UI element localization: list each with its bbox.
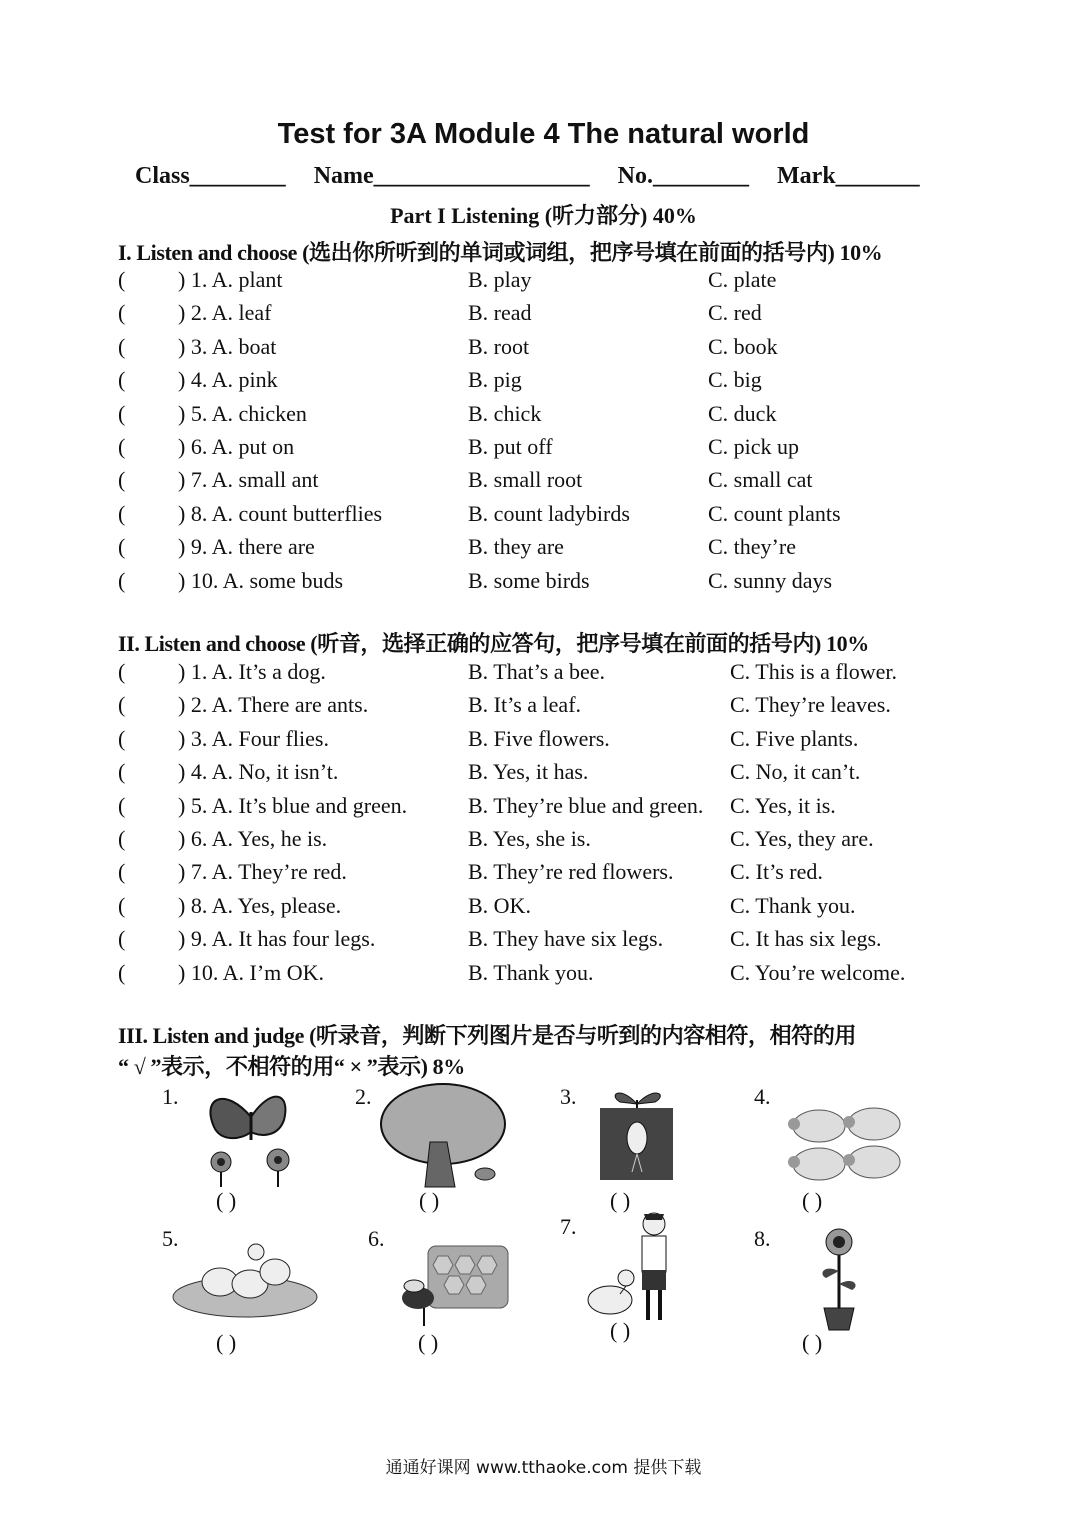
picture-number: 4.: [754, 1084, 771, 1109]
picture-number: 2.: [355, 1084, 372, 1109]
option-c: C. Five plants.: [730, 725, 859, 751]
option-a: ) 3. A. boat: [178, 333, 277, 359]
option-c: C. Yes, they are.: [730, 825, 874, 851]
option-b: B. play: [468, 267, 532, 292]
option-b: B. Yes, she is.: [468, 825, 591, 851]
boy-duck-icon: [584, 1210, 684, 1328]
option-b: B. Yes, it has.: [468, 759, 589, 785]
option-b: B. read: [468, 300, 532, 326]
option-a: ) 8. A. Yes, please.: [178, 892, 342, 918]
option-b: B. put off: [468, 433, 553, 459]
picture-item-8: [754, 1222, 914, 1362]
option-c: C. They’re leaves.: [730, 692, 891, 718]
option-c: C. duck: [708, 400, 777, 426]
option-a: ) 1. A. plant: [178, 267, 283, 292]
picture-number: 7.: [560, 1214, 577, 1239]
tree-bird-icon: [375, 1082, 515, 1192]
option-b: B. They’re blue and green.: [468, 792, 704, 818]
option-b: B. It’s a leaf.: [468, 692, 582, 718]
option-b: B. root: [468, 333, 530, 359]
answer-bracket[interactable]: (: [118, 692, 126, 718]
footer-credit: 通通好课网 www.tthaoke.com 提供下载: [385, 1458, 702, 1478]
section-3-subtitle: “ √ ”表示，不相符的用“ × ”表示) 8%: [118, 1054, 465, 1079]
chicks-nest-icon: [170, 1242, 320, 1322]
option-b: B. They have six legs.: [468, 926, 664, 952]
option-a: ) 7. A. They’re red.: [178, 859, 347, 885]
picture-grid: [0, 1080, 1087, 1380]
picture-number: 6.: [368, 1226, 385, 1251]
number-field: No.________: [617, 163, 750, 189]
option-a: ) 7. A. small ant: [178, 467, 319, 493]
answer-bracket[interactable]: (: [118, 892, 126, 918]
answer-blank[interactable]: ( ): [419, 1188, 440, 1213]
student-info-row: [135, 163, 965, 190]
answer-bracket[interactable]: (: [118, 534, 126, 560]
option-c: C. pick up: [708, 433, 800, 459]
option-a: ) 2. A. There are ants.: [178, 692, 369, 718]
answer-bracket[interactable]: (: [118, 500, 126, 526]
answer-bracket[interactable]: (: [118, 926, 126, 952]
answer-bracket[interactable]: (: [118, 725, 126, 751]
option-c: C. Yes, it is.: [730, 792, 836, 818]
option-c: C. This is a flower.: [730, 659, 898, 684]
picture-item-6: [368, 1222, 528, 1362]
section-2-title: II. Listen and choose (听音，选择正确的应答句，把序号填在前面的括号内) 10%: [118, 631, 869, 656]
answer-blank[interactable]: ( ): [802, 1188, 823, 1213]
answer-bracket[interactable]: (: [118, 400, 126, 426]
answer-bracket[interactable]: (: [118, 825, 126, 851]
answer-bracket[interactable]: (: [118, 567, 126, 593]
option-b: B. They’re red flowers.: [468, 859, 674, 885]
picture-item-7: [560, 1210, 720, 1350]
option-b: B. OK.: [468, 892, 531, 918]
picture-number: 5.: [162, 1226, 179, 1251]
answer-blank[interactable]: ( ): [216, 1330, 237, 1355]
answer-bracket[interactable]: (: [118, 859, 126, 885]
option-b: B. That’s a bee.: [468, 659, 606, 684]
option-c: C. book: [708, 333, 778, 359]
answer-bracket[interactable]: (: [118, 467, 126, 493]
option-a: ) 3. A. Four flies.: [178, 725, 329, 751]
bee-honeycomb-icon: [398, 1242, 513, 1332]
option-b: B. pig: [468, 367, 522, 393]
option-c: C. No, it can’t.: [730, 759, 861, 785]
seed-root-icon: [600, 1080, 675, 1184]
option-a: ) 10. A. some buds: [178, 567, 343, 593]
option-c: C. count plants: [708, 500, 841, 526]
option-a: ) 6. A. put on: [178, 433, 295, 459]
option-b: B. Five flowers.: [468, 725, 610, 751]
option-c: C. sunny days: [708, 567, 833, 593]
answer-blank[interactable]: ( ): [610, 1188, 631, 1213]
sheep-flock-icon: [784, 1096, 914, 1194]
option-a: ) 1. A. It’s a dog.: [178, 659, 326, 684]
picture-item-5: [162, 1222, 322, 1362]
part-heading: Part I Listening (听力部分) 40%: [390, 203, 697, 228]
answer-bracket[interactable]: (: [118, 959, 126, 985]
answer-blank[interactable]: ( ): [610, 1318, 631, 1343]
option-a: ) 10. A. I’m OK.: [178, 959, 325, 985]
option-b: B. Thank you.: [468, 959, 594, 985]
section-1-title: I. Listen and choose (选出你所听到的单词或词组，把序号填在前面的括号内) 10%: [118, 240, 883, 265]
class-field: Class________: [135, 163, 286, 189]
answer-bracket[interactable]: (: [118, 300, 126, 326]
option-c: C. It has six legs.: [730, 926, 882, 952]
option-b: B. small root: [468, 467, 583, 493]
answer-bracket[interactable]: (: [118, 333, 126, 359]
picture-number: 1.: [162, 1084, 179, 1109]
picture-item-2: [355, 1080, 515, 1220]
option-c: C. big: [708, 367, 762, 393]
option-b: B. they are: [468, 534, 564, 560]
option-a: ) 4. A. pink: [178, 367, 278, 393]
picture-number: 8.: [754, 1226, 771, 1251]
name-field: Name__________________: [313, 163, 590, 189]
mark-field: Mark_______: [777, 163, 920, 189]
picture-number: 3.: [560, 1084, 577, 1109]
option-a: ) 6. A. Yes, he is.: [178, 825, 328, 851]
option-b: B. count ladybirds: [468, 500, 630, 526]
answer-bracket[interactable]: (: [118, 759, 126, 785]
answer-blank[interactable]: ( ): [418, 1330, 439, 1355]
option-b: B. chick: [468, 400, 542, 426]
option-c: C. It’s red.: [730, 859, 823, 885]
option-a: ) 5. A. chicken: [178, 400, 307, 426]
picture-item-1: [162, 1080, 322, 1220]
option-a: ) 4. A. No, it isn’t.: [178, 759, 339, 785]
option-c: C. small cat: [708, 467, 813, 493]
answer-bracket[interactable]: (: [118, 792, 126, 818]
butterfly-flowers-icon: [186, 1082, 316, 1192]
option-a: ) 8. A. count butterflies: [178, 500, 383, 526]
option-c: C. Thank you.: [730, 892, 856, 918]
answer-bracket[interactable]: (: [118, 659, 126, 684]
answer-bracket[interactable]: (: [118, 433, 126, 459]
option-a: ) 9. A. It has four legs.: [178, 926, 376, 952]
option-a: ) 9. A. there are: [178, 534, 315, 560]
page-title: Test for 3A Module 4 The natural world: [277, 118, 810, 150]
sunflower-pot-icon: [814, 1226, 864, 1332]
option-c: C. You’re welcome.: [730, 959, 906, 985]
answer-blank[interactable]: ( ): [216, 1188, 237, 1213]
answer-bracket[interactable]: (: [118, 267, 126, 292]
option-c: C. plate: [708, 267, 777, 292]
option-b: B. some birds: [468, 567, 590, 593]
option-a: ) 2. A. leaf: [178, 300, 272, 326]
section-3-title: III. Listen and judge (听录音，判断下列图片是否与听到的内容相符，相符的用: [118, 1023, 857, 1048]
answer-blank[interactable]: ( ): [802, 1330, 823, 1355]
picture-item-4: [754, 1080, 914, 1220]
option-a: ) 5. A. It’s blue and green.: [178, 792, 408, 818]
answer-bracket[interactable]: (: [118, 367, 126, 393]
option-c: C. red: [708, 300, 762, 326]
option-c: C. they’re: [708, 534, 796, 560]
picture-item-3: [560, 1080, 720, 1220]
